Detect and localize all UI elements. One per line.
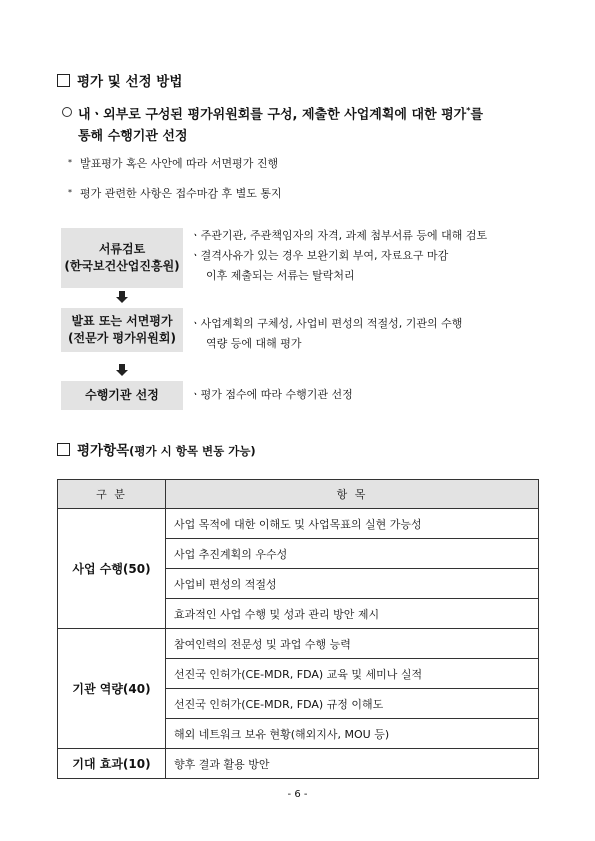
section-title-note: (평가 시 항목 변동 가능) [129, 444, 256, 458]
description-line: ㆍ주관기관, 주관책임자의 자격, 과제 첨부서류 등에 대해 검토 [190, 229, 488, 242]
item-cell: 선진국 인허가(CE-MDR, FDA) 규정 이해도 [166, 689, 539, 719]
table-header-row [58, 480, 539, 509]
note-text: 발표평가 혹은 사안에 따라 서면평가 진행 [80, 157, 279, 170]
flow-step-subtitle: (한국보건산업진흥원) [64, 259, 180, 273]
description-line: ㆍ결격사유가 있는 경우 보완기회 부여, 자료요구 마감 [190, 249, 449, 262]
section-title: 평가 및 선정 방법 [77, 74, 183, 90]
item-cell: 향후 결과 활용 방안 [166, 749, 539, 779]
flow-step-selection [61, 381, 183, 410]
circle-bullet-icon [62, 107, 72, 117]
flow-step-1-description [190, 226, 540, 286]
header-item: 항 목 [166, 480, 539, 509]
note-bullet-2 [68, 185, 282, 201]
note-bullet-1 [68, 155, 278, 171]
paragraph-text: 내ㆍ외부로 구성된 평가위원회를 구성, 제출한 사업계획에 대한 평가 [78, 107, 467, 123]
asterisk-icon: * [68, 188, 72, 197]
header-category: 구 분 [58, 480, 166, 509]
item-cell: 효과적인 사업 수행 및 성과 관리 방안 제시 [166, 599, 539, 629]
category-cell: 사업 수행(50) [58, 509, 166, 629]
flow-step-3-description [190, 385, 540, 405]
description-line: 이후 제출되는 서류는 탈락처리 [206, 269, 355, 282]
table-row [58, 749, 539, 779]
footnote-mark: * [466, 106, 471, 115]
page-number: - 6 - [287, 789, 308, 800]
description-line: 역량 등에 대해 평가 [206, 337, 302, 350]
item-cell: 사업비 편성의 적절성 [166, 569, 539, 599]
evaluation-items-table [57, 479, 539, 779]
description-line: ㆍ사업계획의 구체성, 사업비 편성의 적절성, 기관의 수행 [190, 317, 463, 330]
item-cell: 참여인력의 전문성 및 과업 수행 능력 [166, 629, 539, 659]
asterisk-icon: * [68, 158, 72, 167]
flow-step-document-review [61, 228, 183, 288]
flow-step-title: 서류검토 [98, 242, 146, 256]
item-cell: 해외 네트워크 보유 현황(해외지사, MOU 등) [166, 719, 539, 749]
table-row [58, 509, 539, 539]
item-cell: 사업 추진계획의 우수성 [166, 539, 539, 569]
flow-step-title: 발표 또는 서면평가 [71, 314, 173, 328]
flow-step-title: 수행기관 선정 [85, 388, 159, 402]
section-heading-evaluation-items [57, 439, 256, 459]
method-paragraph [62, 100, 542, 148]
note-text: 평가 관련한 사항은 접수마감 후 별도 통지 [80, 187, 282, 200]
category-cell: 기관 역량(40) [58, 629, 166, 749]
down-arrow-icon [116, 291, 128, 303]
description-line: ㆍ평가 점수에 따라 수행기관 선정 [190, 388, 353, 401]
flow-step-presentation-evaluation [61, 308, 183, 352]
item-cell: 선진국 인허가(CE-MDR, FDA) 교육 및 세미나 실적 [166, 659, 539, 689]
category-cell: 기대 효과(10) [58, 749, 166, 779]
section-heading-evaluation-method [57, 70, 182, 90]
item-cell: 사업 목적에 대한 이해도 및 사업목표의 실현 가능성 [166, 509, 539, 539]
paragraph-line-2: 통해 수행기관 선정 [78, 129, 188, 145]
square-bullet-icon [57, 74, 70, 87]
table-row [58, 629, 539, 659]
paragraph-line-1 [62, 100, 542, 126]
flow-step-subtitle: (전문가 평가위원회) [68, 331, 176, 345]
section-title: 평가항목 [77, 443, 130, 459]
down-arrow-icon [116, 364, 128, 376]
square-bullet-icon [57, 443, 70, 456]
flow-step-2-description [190, 314, 540, 354]
paragraph-text-end: 를 [470, 107, 483, 123]
